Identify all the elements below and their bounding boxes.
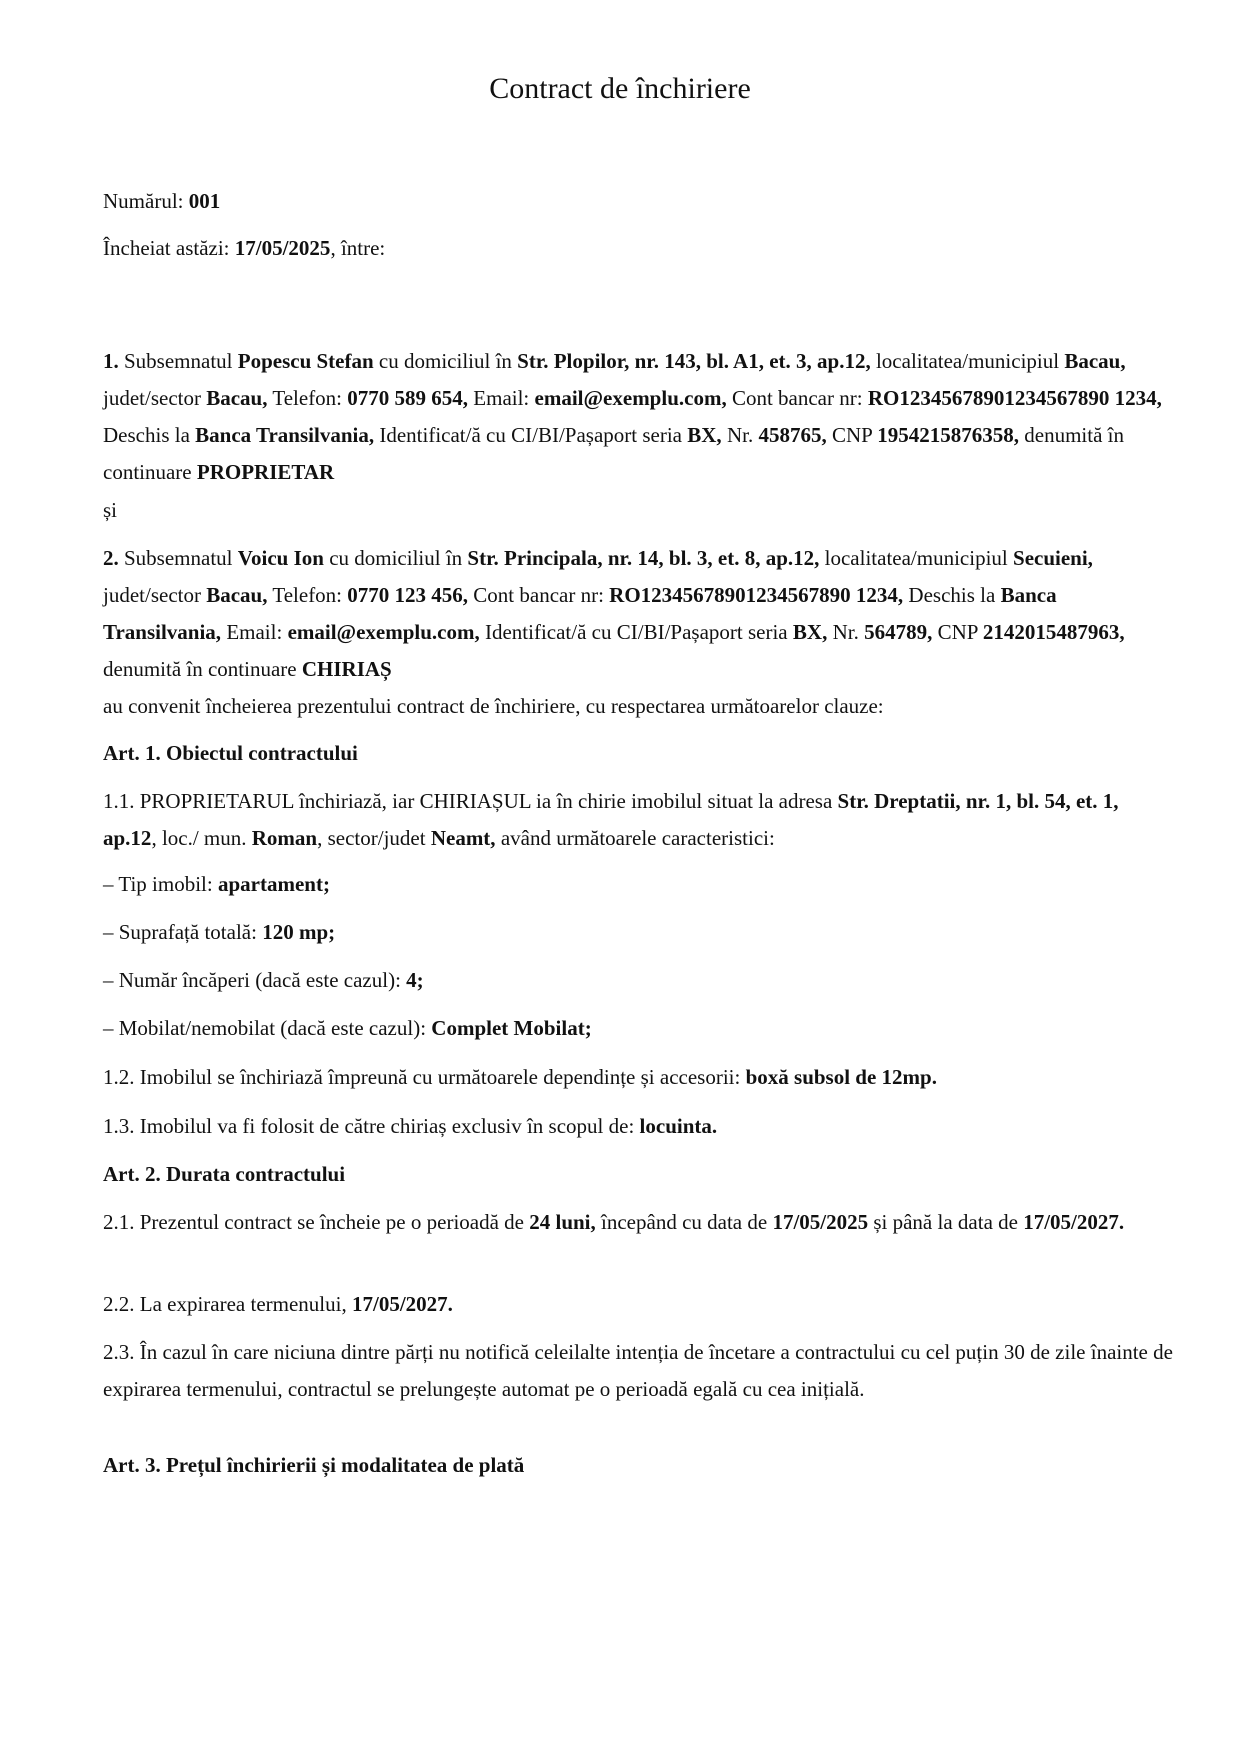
clause-2-3: [103, 1334, 1173, 1408]
bold-field-value: 4;: [406, 968, 424, 992]
text-run: începând cu data de: [595, 1210, 773, 1234]
bold-field-value: Neamt,: [430, 826, 496, 850]
text-run: cu domiciliul în: [323, 546, 468, 570]
text-run: Subsemnatul: [118, 546, 238, 570]
bold-field-value: Bacau,: [1064, 349, 1126, 373]
bold-field-value: Voicu Ion: [237, 546, 324, 570]
bold-field-value: Roman: [251, 826, 318, 850]
bold-field-value: 1954215876358,: [877, 423, 1020, 447]
text-run: denumită în continuare: [103, 423, 1124, 484]
text-run: judet/sector: [103, 583, 207, 607]
text-run: 2.1. Prezentul contract se încheie pe o perioadă de: [103, 1210, 530, 1234]
text-run: Deschis la: [903, 583, 1001, 607]
bold-field-value: 0770 589 654,: [347, 386, 469, 410]
text-run: – Mobilat/nemobilat (dacă este cazul):: [103, 1016, 432, 1040]
text-run: Email:: [221, 620, 288, 644]
bold-field-value: email@exemplu.com,: [287, 620, 480, 644]
between-text: , între:: [330, 236, 386, 260]
art3-heading: Art. 3. Prețul închirierii și modalitatea de plată: [103, 1453, 525, 1477]
text-run: – Suprafață totală:: [103, 920, 263, 944]
bold-field-value: 458765,: [758, 423, 827, 447]
bold-field-value: RO12345678901234567890 1234,: [609, 583, 904, 607]
bold-field-value: BX,: [792, 620, 828, 644]
text-run: Nr.: [827, 620, 865, 644]
text-run: Cont bancar nr:: [468, 583, 610, 607]
clause-1-2: [103, 1059, 1173, 1096]
text-run: – Număr încăperi (dacă este cazul):: [103, 968, 407, 992]
bold-field-value: Secuieni,: [1013, 546, 1093, 570]
text-run: Nr.: [721, 423, 759, 447]
bold-field-value: 0770 123 456,: [347, 583, 469, 607]
text-run: 1.3. Imobilul va fi folosit de către chiriaș exclusiv în scopul de:: [103, 1114, 640, 1138]
contract-number-line: [103, 183, 1173, 220]
text-run: , sector/judet: [317, 826, 431, 850]
bold-field-value: 2142015487963,: [982, 620, 1125, 644]
bold-field-value: Complet Mobilat;: [431, 1016, 592, 1040]
text-run: localitatea/municipiul: [819, 546, 1014, 570]
text-run: Cont bancar nr:: [726, 386, 868, 410]
property-area: [103, 914, 1173, 951]
clause-2-2: [103, 1286, 1173, 1323]
and-conjunction: și: [103, 498, 118, 522]
party-landlord: [103, 343, 1173, 491]
bold-field-value: CHIRIAȘ: [301, 657, 392, 681]
text-run: CNP: [826, 423, 878, 447]
text-run: 2.2. La expirarea termenului,: [103, 1292, 352, 1316]
clause-1-3: [103, 1108, 1173, 1145]
text-run: 1.2. Imobilul se închiriază împreună cu următoarele dependințe și accesorii:: [103, 1065, 746, 1089]
bold-field-value: 564789,: [864, 620, 933, 644]
concluded-date-line: [103, 230, 1173, 267]
text-run: 1.1. PROPRIETARUL închiriază, iar CHIRIAȘUL ia în chirie imobilul situat la adresa: [103, 789, 838, 813]
text-run: Identificat/ă cu CI/BI/Pașaport seria: [479, 620, 793, 644]
property-furnished: [103, 1010, 1173, 1047]
bold-field-value: Str. Dreptatii, nr. 1, bl. 54, et. 1, ap.12: [103, 789, 1119, 850]
text-run: Telefon:: [267, 386, 348, 410]
art1-heading: Art. 1. Obiectul contractului: [103, 741, 358, 765]
bold-field-value: locuinta.: [639, 1114, 718, 1138]
text-run: Subsemnatul: [118, 349, 238, 373]
bold-field-value: Str. Plopilor, nr. 143, bl. A1, et. 3, ap.12,: [517, 349, 871, 373]
bold-field-value: 2.: [103, 546, 119, 570]
bold-field-value: 24 luni,: [529, 1210, 596, 1234]
text-run: – Tip imobil:: [103, 872, 218, 896]
contract-number: 001: [188, 189, 221, 213]
property-rooms: [103, 962, 1173, 999]
bold-field-value: RO12345678901234567890 1234,: [867, 386, 1162, 410]
bold-field-value: BX,: [687, 423, 722, 447]
bold-field-value: apartament;: [217, 872, 330, 896]
bold-field-value: 17/05/2027.: [351, 1292, 453, 1316]
text-run: denumită în continuare: [103, 657, 302, 681]
clause-2-1: [103, 1204, 1173, 1241]
bold-field-value: Banca Transilvania,: [103, 583, 1057, 644]
bold-field-value: 17/05/2027.: [1023, 1210, 1125, 1234]
art2-heading: Art. 2. Durata contractului: [103, 1162, 346, 1186]
bold-field-value: Popescu Stefan: [237, 349, 374, 373]
text-run: 2.3. În cazul în care niciuna dintre părți nu notifică celeilalte intenția de încetare a contractului cu cel puțin 30 de zile înainte de expirarea termenului, contractul se prelungește automat pe o perioadă egală cu cea inițială.: [103, 1340, 1173, 1401]
bold-field-value: Banca Transilvania,: [195, 423, 375, 447]
text-run: Deschis la: [103, 423, 196, 447]
bold-field-value: boxă subsol de 12mp.: [745, 1065, 937, 1089]
number-label: Numărul:: [103, 189, 184, 213]
text-run: CNP: [932, 620, 983, 644]
text-run: , loc./ mun.: [151, 826, 252, 850]
property-type: [103, 866, 1173, 903]
bold-field-value: 120 mp;: [262, 920, 336, 944]
bold-field-value: 1.: [103, 349, 119, 373]
text-run: Telefon:: [267, 583, 348, 607]
bold-field-value: Bacau,: [206, 386, 268, 410]
bold-field-value: PROPRIETAR: [196, 460, 335, 484]
document-title: Contract de închiriere: [489, 72, 751, 105]
text-run: cu domiciliul în: [373, 349, 518, 373]
contract-date: 17/05/2025: [234, 236, 331, 260]
bold-field-value: 17/05/2025: [772, 1210, 869, 1234]
clause-1-1: [103, 783, 1173, 857]
text-run: și până la data de: [868, 1210, 1024, 1234]
text-run: având următoarele caracteristici:: [495, 826, 775, 850]
text-run: Identificat/ă cu CI/BI/Pașaport seria: [374, 423, 688, 447]
bold-field-value: Bacau,: [206, 583, 268, 607]
party-tenant: [103, 540, 1173, 688]
text-run: judet/sector: [103, 386, 207, 410]
text-run: Email:: [468, 386, 535, 410]
bold-field-value: email@exemplu.com,: [534, 386, 727, 410]
agreement-statement: au convenit încheierea prezentului contract de închiriere, cu respectarea următoarelor clauze:: [103, 694, 884, 718]
text-run: localitatea/municipiul: [870, 349, 1065, 373]
concluded-label: Încheiat astăzi:: [103, 236, 230, 260]
bold-field-value: Str. Principala, nr. 14, bl. 3, et. 8, ap.12,: [467, 546, 820, 570]
